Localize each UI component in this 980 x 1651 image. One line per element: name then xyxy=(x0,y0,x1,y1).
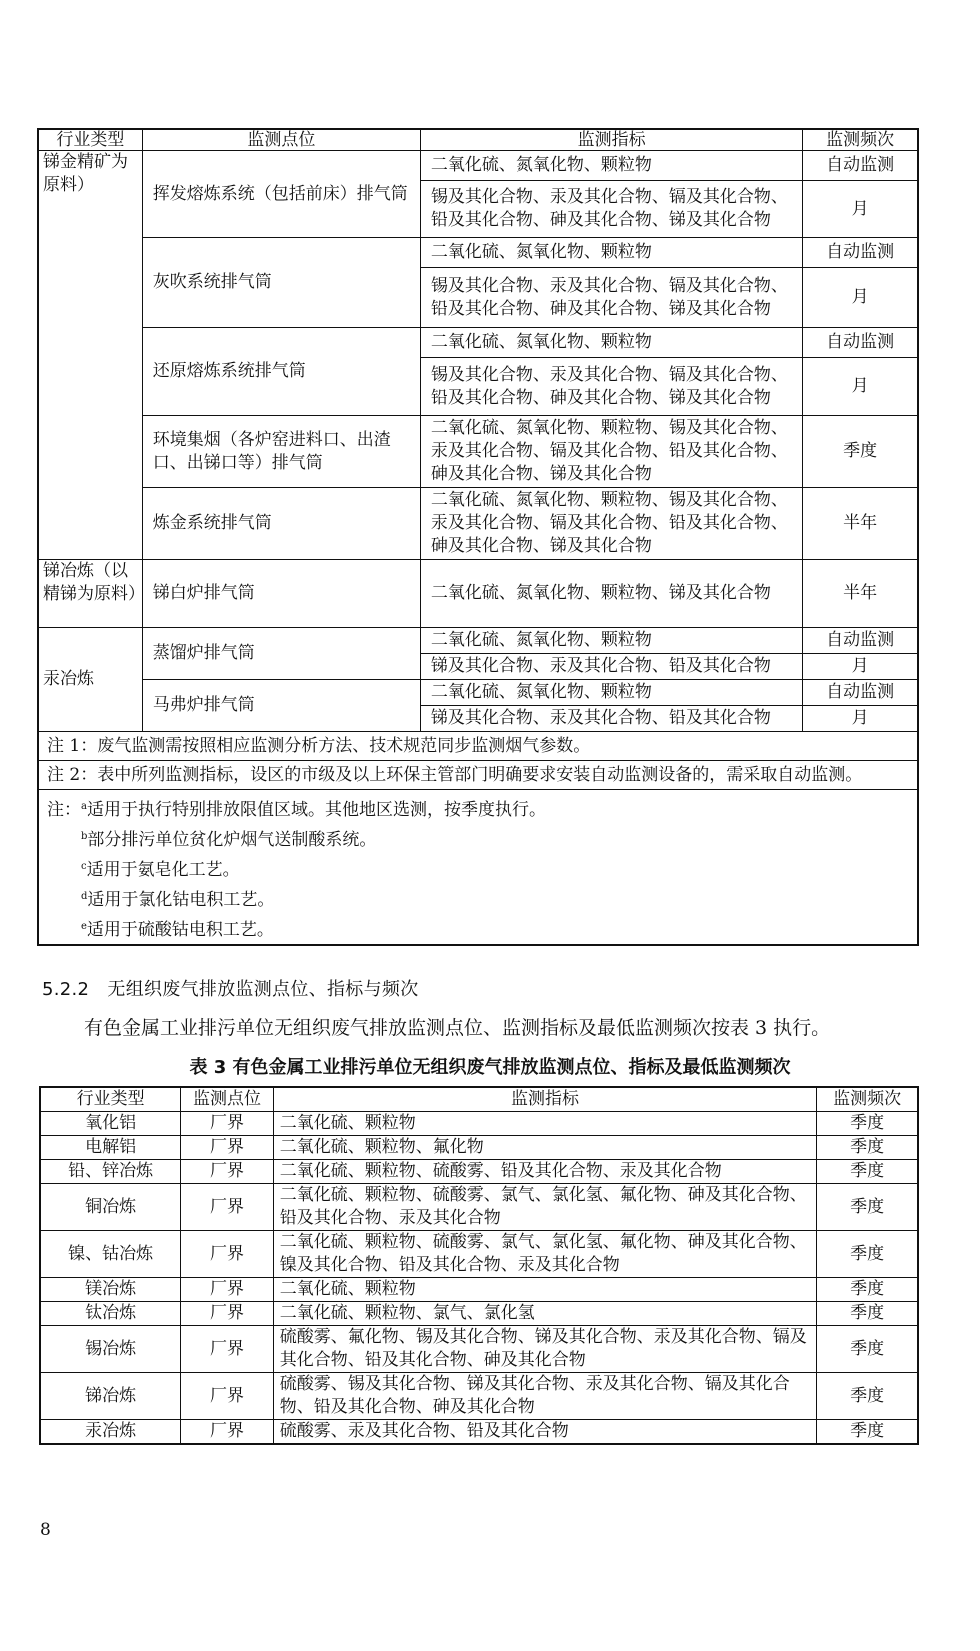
monitoring-point-cell: 灰吹系统排气筒 xyxy=(142,238,420,328)
column-header: 监测点位 xyxy=(142,129,420,151)
frequency-cell: 半年 xyxy=(803,560,918,628)
footnote-mark: c xyxy=(81,861,87,872)
frequency-cell: 自动监测 xyxy=(803,628,918,654)
indicator-cell: 硫酸雾、汞及其化合物、铅及其化合物 xyxy=(273,1420,817,1445)
column-header: 监测频次 xyxy=(803,129,918,151)
note-row xyxy=(38,732,918,761)
table-row xyxy=(38,238,918,268)
monitoring-point-cell: 挥发熔炼系统（包括前床）排气筒 xyxy=(142,151,420,238)
footnote-line xyxy=(47,912,909,942)
frequency-cell: 季度 xyxy=(817,1420,918,1445)
industry-cell: 汞冶炼 xyxy=(38,628,142,732)
frequency-cell: 自动监测 xyxy=(803,238,918,268)
indicator-cell: 二氧化硫、氮氧化物、颗粒物 xyxy=(420,238,802,268)
footnote-mark: a xyxy=(81,801,87,812)
indicator-cell: 锡及其化合物、汞及其化合物、镉及其化合物、铅及其化合物、砷及其化合物、锑及其化合物 xyxy=(420,268,802,328)
note-text: 注 2：表中所列监测指标，设区的市级及以上环保主管部门明确要求安装自动监测设备的，需采取自动监测。 xyxy=(38,761,918,790)
frequency-cell: 季度 xyxy=(817,1112,918,1136)
section-heading xyxy=(42,975,419,1001)
table-row xyxy=(40,1112,918,1136)
monitoring-point-cell: 马弗炉排气筒 xyxy=(142,680,420,732)
section-paragraph: 有色金属工业排污单位无组织废气排放监测点位、监测指标及最低监测频次按表 3 执行。 xyxy=(84,1017,831,1039)
industry-cell: 电解铝 xyxy=(40,1136,181,1160)
column-header: 监测指标 xyxy=(420,129,802,151)
footnote-line xyxy=(47,822,909,852)
indicator-cell: 二氧化硫、颗粒物、氯气、氯化氢 xyxy=(273,1302,817,1326)
monitoring-point-cell: 厂界 xyxy=(181,1278,273,1302)
frequency-cell: 季度 xyxy=(817,1231,918,1278)
table-row xyxy=(40,1302,918,1326)
industry-cell: 镍、钴冶炼 xyxy=(40,1231,181,1278)
frequency-cell: 季度 xyxy=(817,1160,918,1184)
frequency-cell: 月 xyxy=(803,181,918,238)
page-number: 8 xyxy=(40,1520,51,1540)
indicator-cell: 二氧化硫、氮氧化物、颗粒物 xyxy=(420,680,802,706)
footnote-line xyxy=(47,852,909,882)
monitoring-point-cell: 炼金系统排气筒 xyxy=(142,488,420,560)
monitoring-point-cell: 环境集烟（各炉窑进料口、出渣口、出锑口等）排气筒 xyxy=(142,416,420,488)
footnote-text: 适用于硫酸钴电积工艺。 xyxy=(86,920,274,940)
indicator-cell: 锡及其化合物、汞及其化合物、镉及其化合物、铅及其化合物、砷及其化合物、锑及其化合物 xyxy=(420,358,802,416)
footnote-text: 适用于氨皂化工艺。 xyxy=(86,860,240,880)
industry-cell: 钛冶炼 xyxy=(40,1302,181,1326)
indicator-cell: 二氧化硫、氮氧化物、颗粒物、锡及其化合物、汞及其化合物、镉及其化合物、铅及其化合物、砷及其化合物、锑及其化合物 xyxy=(420,488,802,560)
table-row xyxy=(38,488,918,560)
industry-cell: 氧化铝 xyxy=(40,1112,181,1136)
table-row xyxy=(40,1160,918,1184)
indicator-cell: 二氧化硫、氮氧化物、颗粒物 xyxy=(420,628,802,654)
table-row xyxy=(40,1184,918,1231)
table-3 xyxy=(39,1086,919,1445)
column-header: 行业类型 xyxy=(38,129,142,151)
industry-cell: 锑冶炼（以精锑为原料） xyxy=(38,560,142,628)
note-row xyxy=(38,761,918,790)
monitoring-point-cell: 厂界 xyxy=(181,1326,273,1373)
industry-cell: 锑冶炼 xyxy=(40,1373,181,1420)
frequency-cell: 季度 xyxy=(817,1302,918,1326)
footnote-text: 部分排污单位贫化炉烟气送制酸系统。 xyxy=(87,830,377,850)
indicator-cell: 二氧化硫、颗粒物、硫酸雾、铅及其化合物、汞及其化合物 xyxy=(273,1160,817,1184)
frequency-cell: 月 xyxy=(803,654,918,680)
column-header: 行业类型 xyxy=(40,1087,181,1112)
indicator-cell: 二氧化硫、氮氧化物、颗粒物、锑及其化合物 xyxy=(420,560,802,628)
indicator-cell: 二氧化硫、氮氧化物、颗粒物 xyxy=(420,151,802,181)
frequency-cell: 月 xyxy=(803,706,918,732)
footnotes-cell xyxy=(38,790,918,946)
footnote-mark: d xyxy=(81,891,88,902)
note-text: 注 1：废气监测需按照相应监测分析方法、技术规范同步监测烟气参数。 xyxy=(38,732,918,761)
frequency-cell: 自动监测 xyxy=(803,680,918,706)
frequency-cell: 半年 xyxy=(803,488,918,560)
industry-cell: 锡冶炼 xyxy=(40,1326,181,1373)
frequency-cell: 季度 xyxy=(817,1373,918,1420)
industry-cell: 铅、锌冶炼 xyxy=(40,1160,181,1184)
frequency-cell: 季度 xyxy=(803,416,918,488)
table-row xyxy=(38,328,918,358)
monitoring-point-cell: 蒸馏炉排气筒 xyxy=(142,628,420,680)
table-row xyxy=(40,1326,918,1373)
table-row xyxy=(38,151,918,181)
footnote-line xyxy=(47,792,909,822)
frequency-cell: 自动监测 xyxy=(803,151,918,181)
industry-cell: 锑金精矿为原料） xyxy=(38,151,142,560)
frequency-cell: 季度 xyxy=(817,1184,918,1231)
table-row xyxy=(38,416,918,488)
table-row xyxy=(38,628,918,654)
table-row xyxy=(38,560,918,628)
footnotes-row xyxy=(38,790,918,946)
indicator-cell: 二氧化硫、氮氧化物、颗粒物 xyxy=(420,328,802,358)
footnote-line xyxy=(47,882,909,912)
footnote-mark: e xyxy=(81,921,87,932)
indicator-cell: 二氧化硫、颗粒物、硫酸雾、氯气、氯化氢、氟化物、砷及其化合物、铅及其化合物、汞及其化合物 xyxy=(273,1184,817,1231)
table-2-continued xyxy=(37,128,919,946)
monitoring-point-cell: 厂界 xyxy=(181,1160,273,1184)
section-number: 5.2.2 xyxy=(42,979,90,1000)
monitoring-point-cell: 厂界 xyxy=(181,1184,273,1231)
indicator-cell: 二氧化硫、颗粒物 xyxy=(273,1112,817,1136)
footnote-text: 适用于氯化钴电积工艺。 xyxy=(87,890,275,910)
table-3-caption: 表 3 有色金属工业排污单位无组织废气排放监测点位、指标及最低监测频次 xyxy=(189,1057,791,1078)
footnote-text: 适用于执行特别排放限值区域。其他地区选测，按季度执行。 xyxy=(86,800,546,820)
table-row xyxy=(40,1278,918,1302)
table-header-row xyxy=(40,1087,918,1112)
monitoring-point-cell: 厂界 xyxy=(181,1136,273,1160)
indicator-cell: 锑及其化合物、汞及其化合物、铅及其化合物 xyxy=(420,706,802,732)
table-row xyxy=(38,680,918,706)
monitoring-point-cell: 锑白炉排气筒 xyxy=(142,560,420,628)
indicator-cell: 硫酸雾、氟化物、锡及其化合物、锑及其化合物、汞及其化合物、镉及其化合物、铅及其化合物、砷及其化合物 xyxy=(273,1326,817,1373)
indicator-cell: 二氧化硫、颗粒物、硫酸雾、氯气、氯化氢、氟化物、砷及其化合物、镍及其化合物、铅及其化合物、汞及其化合物 xyxy=(273,1231,817,1278)
industry-cell: 铜冶炼 xyxy=(40,1184,181,1231)
frequency-cell: 月 xyxy=(803,358,918,416)
monitoring-point-cell: 还原熔炼系统排气筒 xyxy=(142,328,420,416)
frequency-cell: 月 xyxy=(803,268,918,328)
table-row xyxy=(40,1420,918,1445)
frequency-cell: 季度 xyxy=(817,1278,918,1302)
footnote-mark: b xyxy=(81,831,88,842)
frequency-cell: 自动监测 xyxy=(803,328,918,358)
section-title: 无组织废气排放监测点位、指标与频次 xyxy=(107,979,419,1000)
frequency-cell: 季度 xyxy=(817,1326,918,1373)
table-header-row xyxy=(38,129,918,151)
indicator-cell: 二氧化硫、颗粒物、氟化物 xyxy=(273,1136,817,1160)
monitoring-point-cell: 厂界 xyxy=(181,1112,273,1136)
frequency-cell: 季度 xyxy=(817,1136,918,1160)
indicator-cell: 二氧化硫、颗粒物 xyxy=(273,1278,817,1302)
table-row xyxy=(40,1231,918,1278)
table-row xyxy=(40,1136,918,1160)
table-row xyxy=(40,1373,918,1420)
monitoring-point-cell: 厂界 xyxy=(181,1302,273,1326)
column-header: 监测点位 xyxy=(181,1087,273,1112)
indicator-cell: 硫酸雾、锡及其化合物、锑及其化合物、汞及其化合物、镉及其化合物、铅及其化合物、砷及其化合物 xyxy=(273,1373,817,1420)
column-header: 监测频次 xyxy=(817,1087,918,1112)
monitoring-point-cell: 厂界 xyxy=(181,1231,273,1278)
indicator-cell: 锑及其化合物、汞及其化合物、铅及其化合物 xyxy=(420,654,802,680)
monitoring-point-cell: 厂界 xyxy=(181,1420,273,1445)
indicator-cell: 二氧化硫、氮氧化物、颗粒物、锡及其化合物、汞及其化合物、镉及其化合物、铅及其化合物、砷及其化合物、锑及其化合物 xyxy=(420,416,802,488)
monitoring-point-cell: 厂界 xyxy=(181,1373,273,1420)
industry-cell: 汞冶炼 xyxy=(40,1420,181,1445)
footnote-prefix: 注： xyxy=(47,800,81,820)
indicator-cell: 锡及其化合物、汞及其化合物、镉及其化合物、铅及其化合物、砷及其化合物、锑及其化合物 xyxy=(420,181,802,238)
industry-cell: 镁冶炼 xyxy=(40,1278,181,1302)
column-header: 监测指标 xyxy=(273,1087,817,1112)
